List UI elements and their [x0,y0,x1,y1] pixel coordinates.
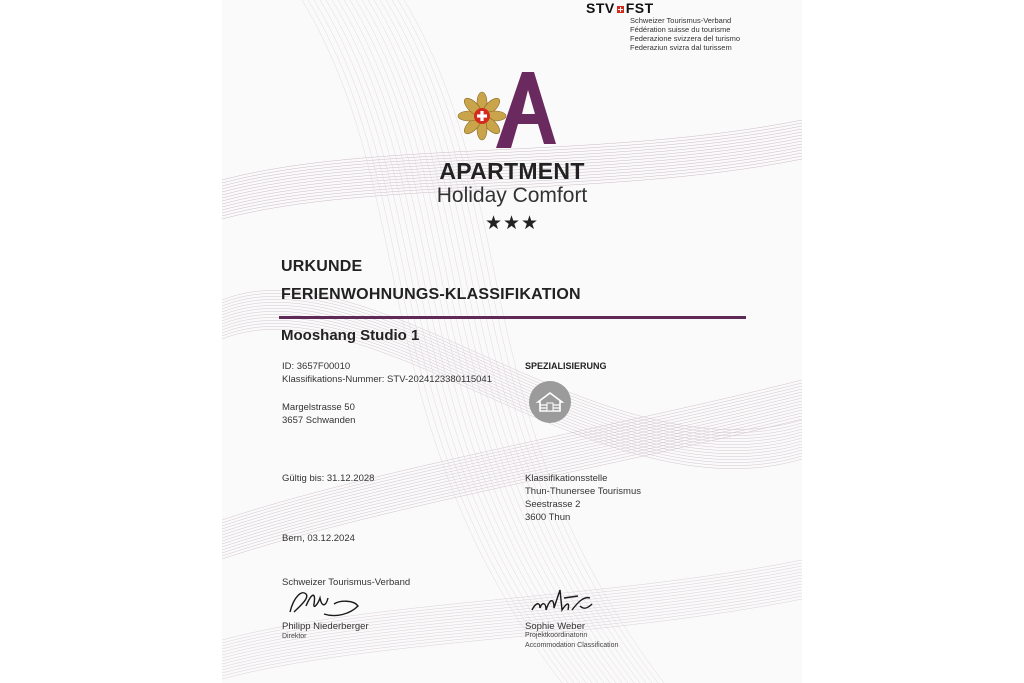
signature-weber [528,584,596,620]
classification-number: Klassifikations-Nummer: STV-2024123380115041 [282,374,492,385]
signing-organization: Schweizer Tourismus-Verband [282,577,411,588]
chalet-icon [529,381,571,423]
swiss-flag-icon [617,6,624,13]
signatory-left-name: Philipp Niederberger [282,621,369,632]
stv-label: STV [586,0,615,16]
office-city: 3600 Thun [525,512,571,523]
address-street: Margelstrasse 50 [282,402,355,413]
address-city: 3657 Schwanden [282,415,356,426]
org-name-fr: Fédération suisse du tourisme [630,25,731,34]
office-street: Seestrasse 2 [525,499,581,510]
org-name-it: Federazione svizzera del turismo [630,34,741,43]
office-label: Klassifikationsstelle [525,473,608,484]
stv-organization-names [630,16,740,52]
star-rating: ★★★ [484,213,540,234]
document-subheading: FERIENWOHNUNGS-KLASSIFIKATION [281,286,581,303]
place-date: Bern, 03.12.2024 [282,533,355,544]
signatory-right-name: Sophie Weber [525,621,586,632]
property-name: Mooshang Studio 1 [281,327,420,344]
guilloche-line [222,326,802,465]
signatory-right-role: Projektkoordinatorin [525,632,588,639]
office-name: Thun-Thunersee Tourismus [525,486,641,497]
valid-until: Gültig bis: 31.12.2028 [282,473,375,484]
org-name-de: Schweizer Tourismus-Verband [630,16,732,25]
property-id: ID: 3657F00010 [282,361,351,372]
category-title: APARTMENT [439,158,585,184]
category-subtitle: Holiday Comfort [436,184,588,207]
fst-label: FST [625,0,654,16]
signatory-left-role: Direktor [282,633,307,640]
stv-fst-wordmark [586,0,654,16]
document-heading: URKUNDE [281,258,363,275]
specialization-label: SPEZIALISIERUNG [525,361,607,371]
edelweiss-swiss-cross-logo [456,68,560,150]
signature-niederberger [284,586,364,622]
guilloche-line [222,323,802,462]
svg-text:A: A [514,148,515,149]
signatory-right-department: Accommodation Classification [525,642,619,649]
heading-divider [279,316,746,319]
org-name-rm: Federaziun svizra dal turissem [630,43,732,52]
